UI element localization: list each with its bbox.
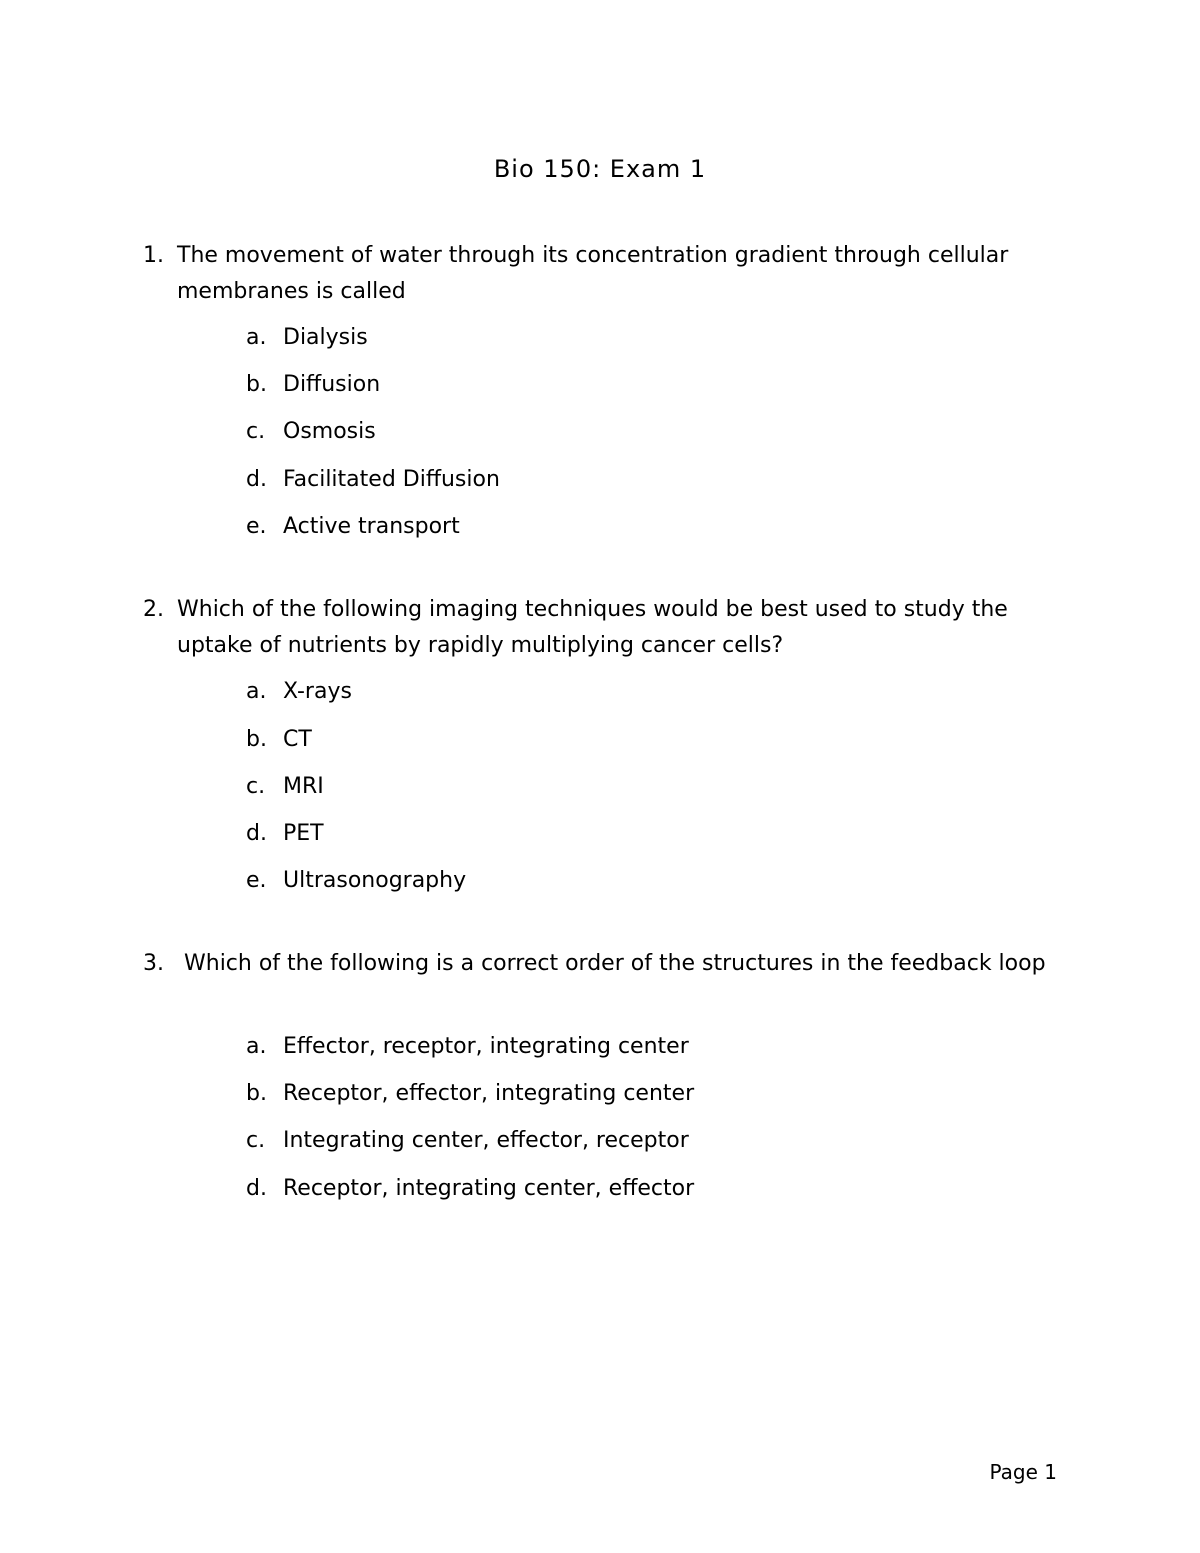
question-2 <box>143 592 1063 664</box>
option-1b <box>246 370 380 400</box>
option-text: Active transport <box>283 514 460 539</box>
option-letter: e. <box>246 868 267 893</box>
option-2a <box>246 677 352 707</box>
option-text: Receptor, effector, integrating center <box>283 1081 695 1106</box>
page-title: Bio 150: Exam 1 <box>493 155 707 183</box>
question-1 <box>143 238 1063 310</box>
option-letter: c. <box>246 774 266 799</box>
option-1a <box>246 323 368 353</box>
question-number: 2. <box>143 597 164 622</box>
question-text: Which of the following is a correct order of the structures in the feedback loop <box>177 951 1046 976</box>
option-3b <box>246 1079 694 1109</box>
option-text: Diffusion <box>283 372 381 397</box>
option-text: Integrating center, effector, receptor <box>283 1128 689 1153</box>
question-text: Which of the following imaging techniques would be best used to study the uptake of nutrients by rapidly multiplying cancer cells? <box>177 597 1008 658</box>
option-letter: d. <box>246 821 267 846</box>
option-text: PET <box>283 821 324 846</box>
option-text: Effector, receptor, integrating center <box>283 1034 689 1059</box>
option-letter: c. <box>246 1128 266 1153</box>
option-text: MRI <box>283 774 324 799</box>
option-1c <box>246 417 376 447</box>
option-letter: b. <box>246 372 267 397</box>
option-text: Osmosis <box>283 419 376 444</box>
option-1e <box>246 512 460 542</box>
option-2d <box>246 819 324 849</box>
option-3d <box>246 1174 694 1204</box>
option-letter: c. <box>246 419 266 444</box>
option-3c <box>246 1126 689 1156</box>
option-2b <box>246 725 312 755</box>
option-text: Receptor, integrating center, effector <box>283 1176 695 1201</box>
option-letter: d. <box>246 1176 267 1201</box>
option-3a <box>246 1032 689 1062</box>
option-letter: a. <box>246 679 267 704</box>
option-text: Dialysis <box>283 325 368 350</box>
option-letter: b. <box>246 727 267 752</box>
option-text: Ultrasonography <box>283 868 467 893</box>
option-letter: e. <box>246 514 267 539</box>
option-2e <box>246 866 466 896</box>
question-number: 3. <box>143 951 164 976</box>
option-letter: a. <box>246 325 267 350</box>
option-1d <box>246 465 500 495</box>
question-number: 1. <box>143 243 164 268</box>
option-letter: b. <box>246 1081 267 1106</box>
option-text: X-rays <box>283 679 352 704</box>
question-text: The movement of water through its concentration gradient through cellular membranes is called <box>177 243 1009 304</box>
option-text: Facilitated Diffusion <box>283 467 500 492</box>
option-letter: d. <box>246 467 267 492</box>
option-2c <box>246 772 324 802</box>
option-text: CT <box>283 727 312 752</box>
question-3 <box>143 946 1063 982</box>
page-number: Page 1 <box>989 1460 1057 1484</box>
option-letter: a. <box>246 1034 267 1059</box>
